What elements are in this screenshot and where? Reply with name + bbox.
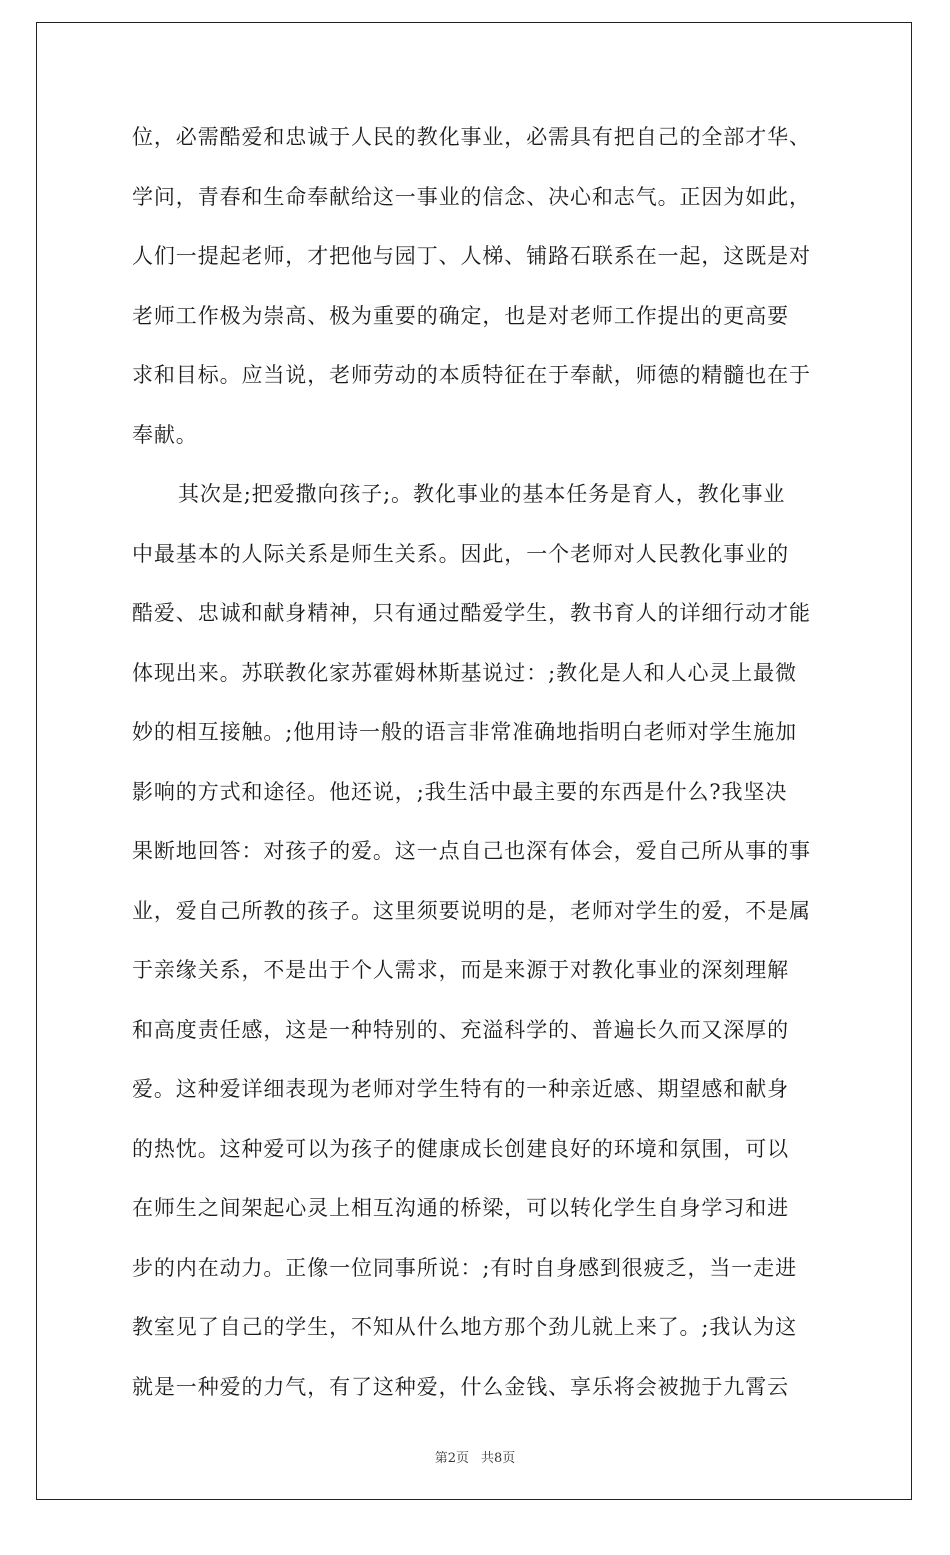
text-line: 位，必需酷爱和忠诚于人民的教化事业，必需具有把自己的全部才华、: [132, 125, 811, 149]
paragraph-2: [132, 465, 822, 1417]
text-line: 就是一种爱的力气，有了这种爱，什么金钱、享乐将会被抛于九霄云: [132, 1374, 789, 1399]
text-line: 酷爱、忠诚和献身精神，只有通过酷爱学生，教书育人的详细行动才能: [132, 601, 811, 625]
text-line: 在师生之间架起心灵上相互沟通的桥梁，可以转化学生自身学习和进: [132, 1196, 789, 1220]
paragraph-1: [132, 108, 822, 465]
text-line: 人们一提起老师，才把他与园丁、人梯、铺路石联系在一起，这既是对: [132, 244, 811, 268]
text-line: 学问，青春和生命奉献给这一事业的信念、决心和志气。正因为如此，: [132, 184, 811, 209]
text-line: 业，爱自己所教的孩子。这里须要说明的是，老师对学生的爱，不是属: [132, 898, 811, 923]
page-total: 共8页: [481, 1451, 516, 1466]
text-line: 妙的相互接触。;他用诗一般的语言非常准确地指明白老师对学生施加: [132, 720, 797, 744]
text-line: 果断地回答：对孩子的爱。这一点自己也深有体会，爱自己所从事的事: [132, 839, 811, 863]
text-line: 的热忱。这种爱可以为孩子的健康成长创建良好的环境和氛围，可以: [132, 1136, 789, 1161]
text-line: 求和目标。应当说，老师劳动的本质特征在于奉献，师德的精髓也在于: [132, 363, 811, 387]
text-line: 体现出来。苏联教化家苏霍姆林斯基说过：;教化是人和人心灵上最微: [132, 660, 797, 685]
text-line: 奉献。: [132, 422, 198, 447]
text-line: 教室见了自己的学生，不知从什么地方那个劲儿就上来了。;我认为这: [132, 1315, 797, 1339]
text-line: 和高度责任感，这是一种特别的、充溢科学的、普遍长久而又深厚的: [132, 1017, 789, 1042]
document-body: [132, 108, 822, 1417]
text-line: 中最基本的人际关系是师生关系。因此，一个老师对人民教化事业的: [132, 541, 789, 566]
text-line: 老师工作极为崇高、极为重要的确定，也是对老师工作提出的更高要: [132, 303, 789, 328]
text-line: 步的内在动力。正像一位同事所说：;有时自身感到很疲乏，当一走进: [132, 1255, 797, 1280]
text-line: 于亲缘关系，不是出于个人需求，而是来源于对教化事业的深刻理解: [132, 958, 789, 982]
text-line: 影响的方式和途径。他还说，;我生活中最主要的东西是什么?我坚决: [132, 779, 788, 804]
text-line: 其次是;把爱撒向孩子;。教化事业的基本任务是育人，教化事业: [178, 482, 786, 506]
text-line: 爱。这种爱详细表现为老师对学生特有的一种亲近感、期望感和献身: [132, 1077, 789, 1101]
page-footer: [0, 1447, 950, 1466]
page-number: 第2页: [434, 1451, 469, 1466]
